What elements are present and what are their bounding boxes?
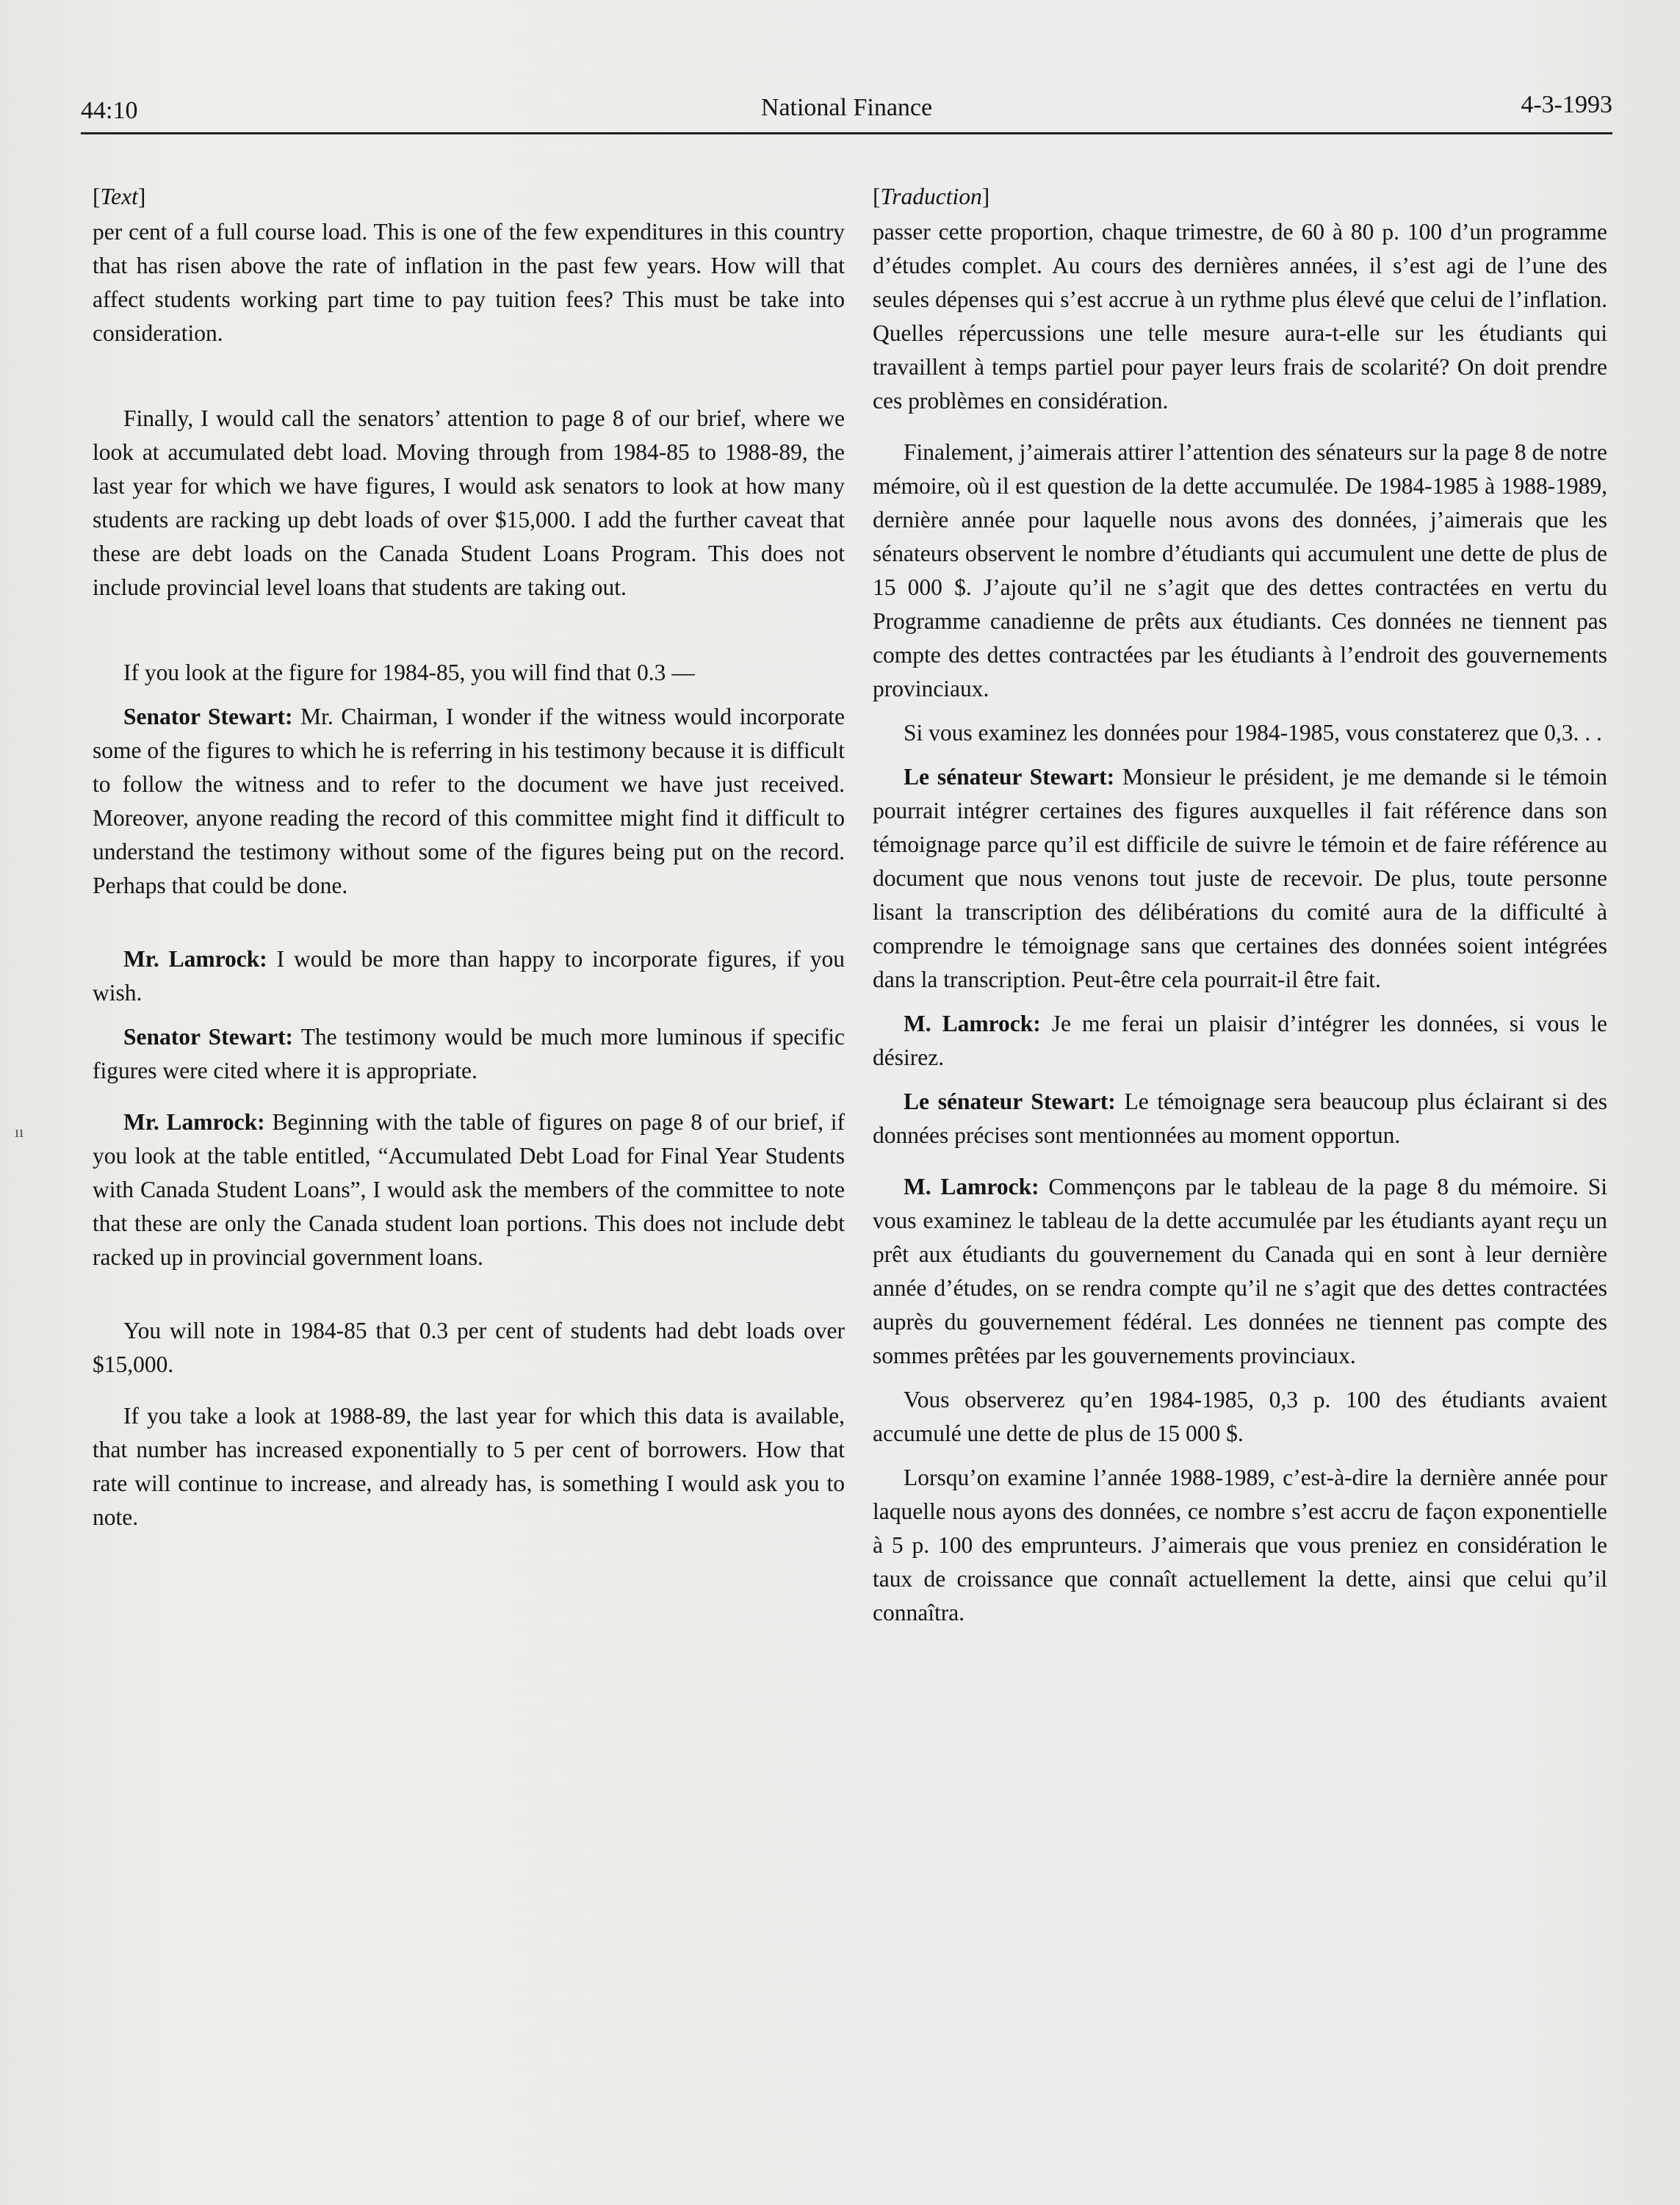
speech-paragraph — [93, 1020, 845, 1088]
page-number: 44:10 — [81, 97, 138, 124]
paragraph: Lorsqu’on examine l’année 1988-1989, c’est-à-dire la dernière année pour laquelle nous ayons des données, ce nombre s’est accru de façon exponentielle à 5 p. 100 des emprunteurs. J’aimerais que vous preniez en considération le taux de croissance que connaît actuellement la dette, ainsi que celui qu’il connaîtra. — [873, 1465, 1607, 1625]
paragraph: If you look at the figure for 1984-85, you will find that 0.3 — — [123, 660, 695, 685]
speech-paragraph — [873, 760, 1607, 997]
speaker-name: Senator Stewart: — [123, 704, 293, 729]
language-label: [Text] — [93, 184, 146, 209]
speaker-name: M. Lamrock: — [904, 1174, 1039, 1199]
speech-paragraph — [93, 700, 845, 903]
speech-text: Commençons par le tableau de la page 8 du mémoire. Si vous examinez le tableau de la dette accumulée par les étudiants ayant reçu un prêt aux étudiants du gouvernement du Canada qui en sont à leur dernière année d’études, on se rendra compte qu’il ne s’agit que des dettes contractées auprès du gouvernement fédéral. Les données ne tiennent pas compte des sommes prêtées par les gouvernements provinciaux. — [873, 1174, 1607, 1368]
speaker-name: Le sénateur Stewart: — [904, 764, 1115, 790]
margin-mark: ıı — [15, 1122, 24, 1141]
paragraph: If you take a look at 1988-89, the last year for which this data is available, that number has increased exponentially to 5 per cent of borrowers. How that rate will continue to increase, and already has, is something I would ask you to note. — [93, 1403, 845, 1530]
speech-text: Mr. Chairman, I wonder if the witness would incorporate some of the figures to which he is referring in his testimony because it is difficult to follow the witness and to refer to the document we have just received. Moreover, anyone reading the record of this committee might find it difficult to understand the testimony without some of the figures being put on the record. Perhaps that could be done. — [93, 704, 846, 898]
paragraph: Finalement, j’aimerais attirer l’attention des sénateurs sur la page 8 de notre mémoire, où il est question de la dette accumulée. De 1984-1985 à 1988-1989, dernière année pour laquelle nous avons des données, j’aimerais que les sénateurs observent le nombre d’étudiants qui accumulent une dette de plus de 15 000 $. J’ajoute qu’il ne s’agit que des dettes contractées en vertu du Programme canadienne de prêts aux étudiants. Ces données ne tiennent pas compte des dettes contractées par les étudiants à l’endroit des gouvernements provinciaux. — [873, 439, 1607, 701]
page-title: National Finance — [760, 94, 933, 121]
paragraph: Vous observerez qu’en 1984-1985, 0,3 p. 100 des étudiants avaient accumulé une dette de plus de 15 000 $. — [873, 1387, 1607, 1446]
speaker-name: Mr. Lamrock: — [123, 1109, 265, 1135]
paragraph: Si vous examinez les données pour 1984-1985, vous constaterez que 0,3. . . — [904, 720, 1602, 746]
french-column — [873, 180, 1607, 1630]
paragraph: per cent of a full course load. This is one of the few expenditures in this country that has risen above the rate of inflation in the past few years. How will that affect students working part time to pay tuition fees? This must be take into consideration. — [93, 219, 845, 346]
speech-text: Le témoignage sera beaucoup plus éclairant si des données précises sont mentionnées au moment opportun. — [873, 1089, 1607, 1148]
speaker-name: Mr. Lamrock: — [123, 946, 267, 972]
speech-paragraph — [873, 1085, 1607, 1152]
speech-text: Je me ferai un plaisir d’intégrer les données, si vous le désirez. — [873, 1011, 1607, 1070]
language-label: [Traduction] — [873, 184, 990, 209]
speech-paragraph — [873, 1007, 1607, 1075]
speech-paragraph — [873, 1170, 1607, 1373]
speech-paragraph — [93, 942, 845, 1010]
speech-text: Beginning with the table of figures on page 8 of our brief, if you look at the table entitled, “Accumulated Debt Load for Final Year Students with Canada Student Loans”, I would ask the members of the committee to note that these are only the Canada student loan portions. This does not include debt racked up in provincial government loans. — [93, 1109, 846, 1270]
english-column — [93, 180, 845, 1534]
paragraph: passer cette proportion, chaque trimestre, de 60 à 80 p. 100 d’un programme d’études complet. Au cours des dernières années, il s’est agi de l’une des seules dépenses qui s’est accrue à un rythme plus élevé que celui de l’inflation. Quelles répercussions une telle mesure aura-t-elle sur les étudiants qui travaillent à temps partiel pour payer leurs frais de scolarité? On doit prendre ces problèmes en considération. — [873, 219, 1607, 414]
speech-text: I would be more than happy to incorporate figures, if you wish. — [93, 946, 845, 1006]
speaker-name: Senator Stewart: — [123, 1024, 294, 1050]
speaker-name: Le sénateur Stewart: — [904, 1089, 1116, 1114]
paragraph: Finally, I would call the senators’ attention to page 8 of our brief, where we look at accumulated debt load. Moving through from 1984-85 to 1988-89, the last year for which we have figures, I would ask senators to look at how many students are racking up debt loads of over $15,000. I add the further caveat that these are debt loads on the Canada Student Loans Program. This does not include provincial level loans that students are taking out. — [93, 405, 845, 600]
speech-text: Monsieur le président, je me demande si le témoin pourrait intégrer certaines des figures auxquelles il fait référence dans son témoignage parce qu’il est difficile de suivre le témoin et de faire référence au document que nous venons tout juste de recevoir. De plus, toute personne lisant la transcription des délibérations du comité aura de la difficulté à comprendre le témoignage sans que certaines des données soient intégrées dans la transcription. Peut-être cela pourrait-il être fait. — [873, 764, 1608, 992]
page-date: 4-3-1993 — [1521, 91, 1612, 118]
speaker-name: M. Lamrock: — [904, 1011, 1041, 1036]
page-header — [81, 91, 1612, 134]
paragraph: You will note in 1984-85 that 0.3 per cent of students had debt loads over $15,000. — [93, 1318, 845, 1377]
speech-paragraph — [93, 1105, 845, 1274]
speech-text: The testimony would be much more luminous if specific figures were cited where it is appropriate. — [93, 1024, 846, 1083]
